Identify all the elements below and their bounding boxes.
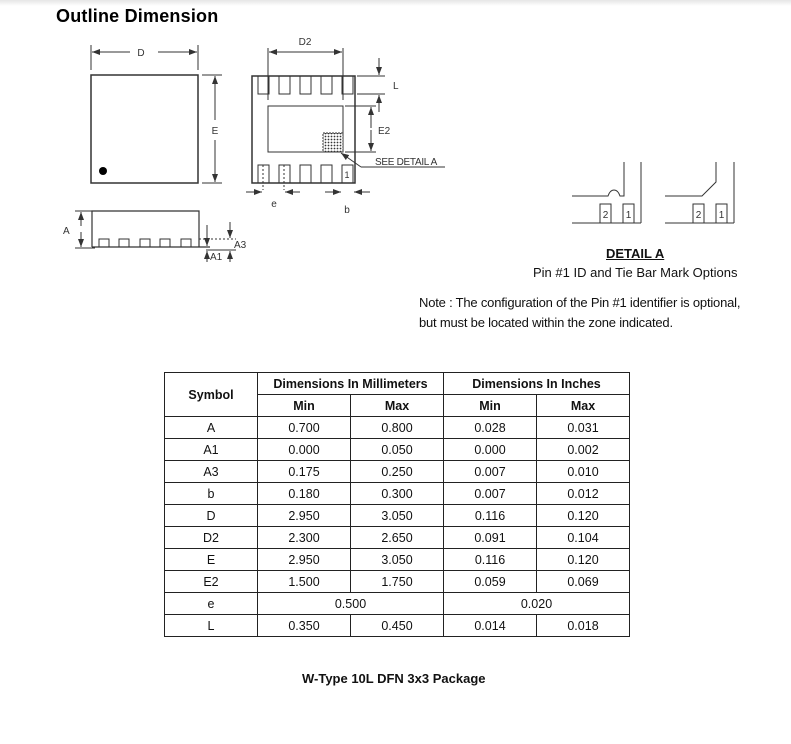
detail-opt1-pin2: 2 xyxy=(602,210,609,221)
cell-in-min: 0.116 xyxy=(444,505,537,527)
cell-mm-min: 2.950 xyxy=(258,505,351,527)
table-row xyxy=(165,483,630,505)
cell-mm-max: 2.650 xyxy=(351,527,444,549)
table-row xyxy=(165,549,630,571)
cell-in-min: 0.028 xyxy=(444,417,537,439)
cell-mm-min: 1.500 xyxy=(258,571,351,593)
cell-in-min: 0.116 xyxy=(444,549,537,571)
cell-symbol: A3 xyxy=(165,461,258,483)
cell-mm-min: 2.300 xyxy=(258,527,351,549)
cell-in-min: 0.014 xyxy=(444,615,537,637)
cell-in-nominal: 0.020 xyxy=(444,593,630,615)
cell-mm-max: 0.050 xyxy=(351,439,444,461)
label-e: e xyxy=(271,199,277,210)
table-row xyxy=(165,505,630,527)
cell-in-max: 0.069 xyxy=(537,571,630,593)
cell-mm-min: 0.180 xyxy=(258,483,351,505)
cell-symbol: b xyxy=(165,483,258,505)
cell-mm-min: 2.950 xyxy=(258,549,351,571)
cell-in-max: 0.120 xyxy=(537,549,630,571)
header-in-group: Dimensions In Inches xyxy=(444,373,630,395)
label-A1: A1 xyxy=(210,252,223,263)
header-symbol: Symbol xyxy=(165,373,258,417)
cell-in-max: 0.012 xyxy=(537,483,630,505)
header-in-max: Max xyxy=(537,395,630,417)
detail-a-subtitle: Pin #1 ID and Tie Bar Mark Options xyxy=(533,265,738,280)
cell-in-max: 0.120 xyxy=(537,505,630,527)
cell-symbol: E xyxy=(165,549,258,571)
table-row xyxy=(165,571,630,593)
cell-symbol: D xyxy=(165,505,258,527)
cell-mm-min: 0.350 xyxy=(258,615,351,637)
cell-mm-min: 0.175 xyxy=(258,461,351,483)
header-mm-min: Min xyxy=(258,395,351,417)
cell-mm-max: 0.250 xyxy=(351,461,444,483)
cell-mm-max: 0.800 xyxy=(351,417,444,439)
label-D: D xyxy=(137,48,145,59)
table-caption: W-Type 10L DFN 3x3 Package xyxy=(302,671,486,686)
table-row xyxy=(165,461,630,483)
cell-in-max: 0.002 xyxy=(537,439,630,461)
cell-in-max: 0.010 xyxy=(537,461,630,483)
label-b: b xyxy=(344,205,350,216)
dimensions-table xyxy=(164,372,630,637)
label-A3: A3 xyxy=(234,240,247,251)
detail-opt2-pin1: 1 xyxy=(718,210,725,221)
detail-zone-hatch xyxy=(323,133,343,152)
note-line-1: Note : The configuration of the Pin #1 identifier is optional, xyxy=(419,295,741,310)
label-E2: E2 xyxy=(378,126,391,137)
label-A: A xyxy=(63,226,70,237)
cell-mm-max: 1.750 xyxy=(351,571,444,593)
table-row xyxy=(165,593,630,615)
cell-mm-max: 3.050 xyxy=(351,505,444,527)
label-see-detail-a: SEE DETAIL A xyxy=(375,157,437,168)
cell-in-max: 0.104 xyxy=(537,527,630,549)
table-row xyxy=(165,615,630,637)
pin1-note xyxy=(419,293,740,333)
table-header-row-1 xyxy=(165,373,630,395)
top-view xyxy=(91,45,222,183)
detail-opt1-pin1: 1 xyxy=(625,210,632,221)
cell-symbol: A xyxy=(165,417,258,439)
table-row xyxy=(165,439,630,461)
cell-mm-min: 0.700 xyxy=(258,417,351,439)
header-mm-max: Max xyxy=(351,395,444,417)
cell-mm-max: 0.300 xyxy=(351,483,444,505)
cell-in-min: 0.007 xyxy=(444,483,537,505)
cell-symbol: e xyxy=(165,593,258,615)
header-in-min: Min xyxy=(444,395,537,417)
cell-in-max: 0.018 xyxy=(537,615,630,637)
page-title: Outline Dimension xyxy=(56,6,219,26)
cell-in-max: 0.031 xyxy=(537,417,630,439)
note-line-2: but must be located within the zone indicated. xyxy=(419,315,673,330)
table-row xyxy=(165,417,630,439)
cell-in-min: 0.007 xyxy=(444,461,537,483)
cell-in-min: 0.000 xyxy=(444,439,537,461)
label-E: E xyxy=(211,126,219,137)
cell-symbol: E2 xyxy=(165,571,258,593)
detail-opt2-pin2: 2 xyxy=(695,210,702,221)
cell-mm-min: 0.000 xyxy=(258,439,351,461)
label-L: L xyxy=(393,81,399,92)
cell-symbol: A1 xyxy=(165,439,258,461)
label-D2: D2 xyxy=(298,37,312,48)
cell-symbol: D2 xyxy=(165,527,258,549)
pin1-number: 1 xyxy=(344,170,350,180)
cell-in-min: 0.059 xyxy=(444,571,537,593)
detail-a-title: DETAIL A xyxy=(606,246,665,261)
table-row xyxy=(165,527,630,549)
cell-mm-max: 0.450 xyxy=(351,615,444,637)
cell-symbol: L xyxy=(165,615,258,637)
cell-mm-nominal: 0.500 xyxy=(258,593,444,615)
pin1-dot-icon xyxy=(99,167,107,175)
cell-in-min: 0.091 xyxy=(444,527,537,549)
cell-mm-max: 3.050 xyxy=(351,549,444,571)
header-mm-group: Dimensions In Millimeters xyxy=(258,373,444,395)
